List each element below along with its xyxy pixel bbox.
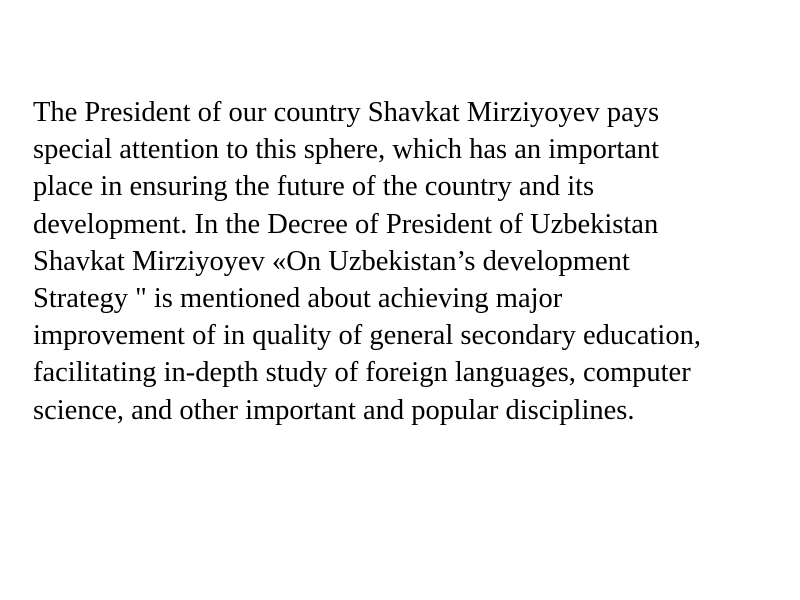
paragraph-line-6: Strategy " is mentioned about achieving major (33, 283, 563, 315)
paragraph-line-1: The President of our country Shavkat Mirziyoyev pays (33, 97, 660, 128)
paragraph-line-4: development. In the Decree of President of Uzbekistan (33, 208, 659, 240)
paragraph-line-3: place in ensuring the future of the country and its (33, 171, 595, 203)
body-paragraph (33, 94, 778, 429)
paragraph-line-2: special attention to this sphere, which has an important (33, 134, 660, 166)
paragraph-line-7: improvement of in quality of general secondary education, (33, 320, 701, 352)
paragraph-line-9: science, and other important and popular disciplines. (33, 394, 635, 426)
paragraph-line-5: Shavkat Mirziyoyev «On Uzbekistan’s development (33, 245, 630, 277)
paragraph-line-8: facilitating in-depth study of foreign languages, computer (33, 357, 691, 389)
